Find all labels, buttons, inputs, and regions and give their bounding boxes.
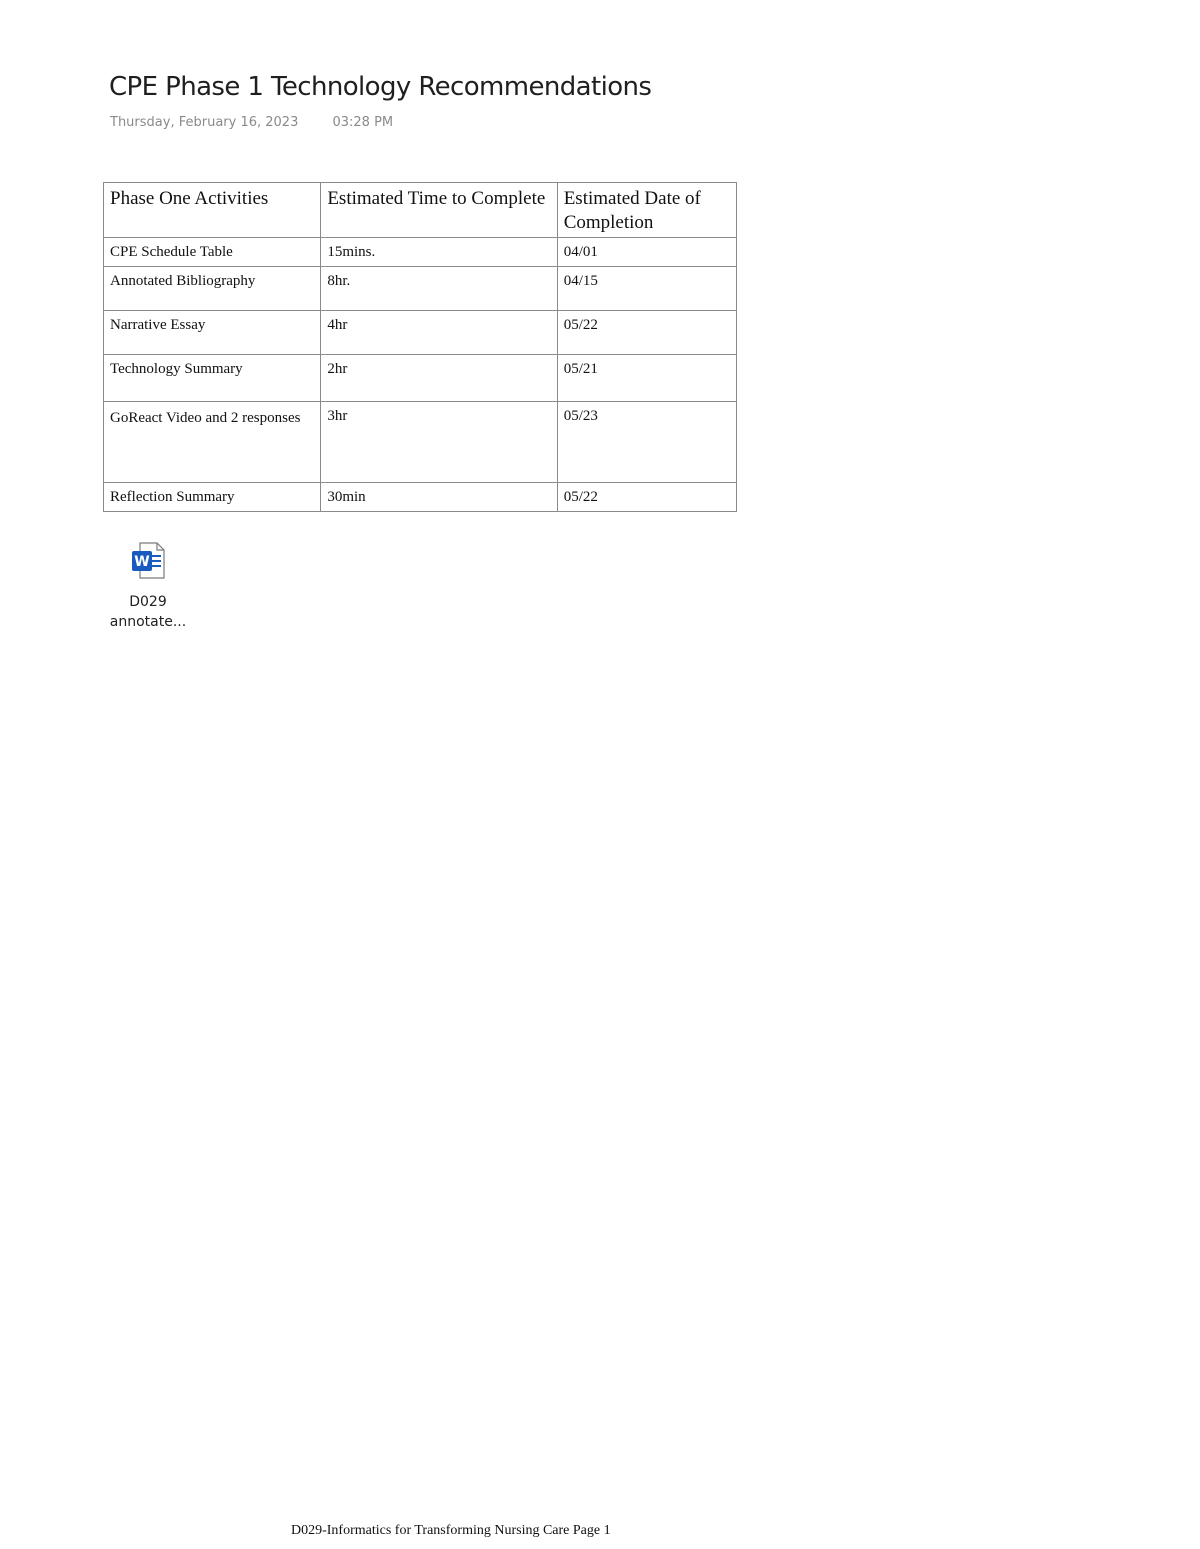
table-row [104, 402, 737, 483]
table-cell: Technology Summary [104, 355, 321, 402]
table-cell: 3hr [321, 402, 557, 483]
table-row [104, 267, 737, 311]
table-cell: 05/21 [557, 355, 736, 402]
table-header-row [104, 183, 737, 238]
table-cell: GoReact Video and 2 responses [104, 402, 321, 483]
table-header-cell: Phase One Activities [104, 183, 321, 238]
table-row [104, 238, 737, 267]
table-cell: Annotated Bibliography [104, 267, 321, 311]
table-cell: 05/23 [557, 402, 736, 483]
table-header-cell: Estimated Time to Complete [321, 183, 557, 238]
page-time: 03:28 PM [332, 115, 394, 130]
table-row [104, 483, 737, 512]
activity-table [103, 182, 737, 512]
attachment-name: D029 annotate... [109, 594, 187, 630]
table-cell: 05/22 [557, 483, 736, 512]
table-row [104, 355, 737, 402]
table-cell: Narrative Essay [104, 311, 321, 355]
table-row [104, 311, 737, 355]
attachment-word-file[interactable] [106, 540, 190, 632]
table-cell: CPE Schedule Table [104, 238, 321, 267]
table-cell: Reflection Summary [104, 483, 321, 512]
page-footer: D029-Informatics for Transforming Nursing Care Page 1 [291, 1523, 611, 1538]
table-cell: 04/15 [557, 267, 736, 311]
svg-text:W: W [134, 554, 150, 570]
word-document-icon [128, 540, 168, 582]
table-cell: 05/22 [557, 311, 736, 355]
table-cell: 30min [321, 483, 557, 512]
table-header-cell: Estimated Date of Completion [557, 183, 736, 238]
page-date: Thursday, February 16, 2023 [110, 115, 299, 130]
page-meta [110, 115, 393, 130]
table-cell: 8hr. [321, 267, 557, 311]
table-cell: 15mins. [321, 238, 557, 267]
table-cell: 2hr [321, 355, 557, 402]
table-cell: 4hr [321, 311, 557, 355]
page-title: CPE Phase 1 Technology Recommendations [109, 72, 652, 102]
table-cell: 04/01 [557, 238, 736, 267]
